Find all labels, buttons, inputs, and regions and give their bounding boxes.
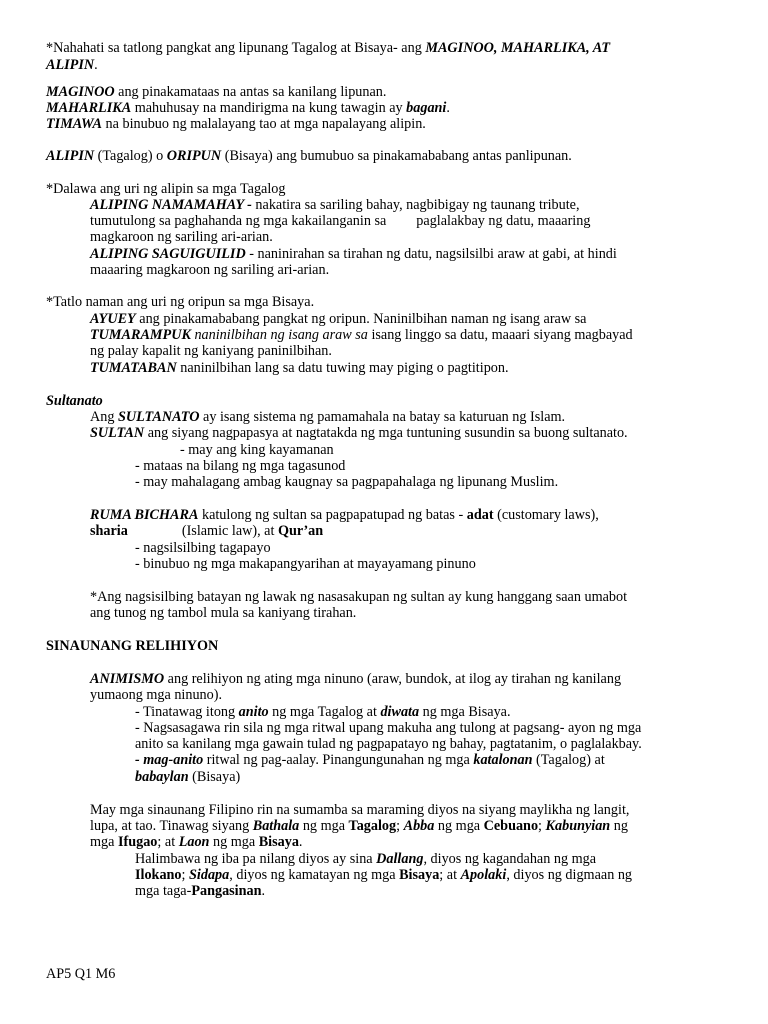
anito-term: anito — [238, 704, 269, 720]
intro-line-2: ALIPIN. — [46, 57, 98, 73]
oripun-term: ORIPUN — [166, 148, 222, 164]
animismo-term: ANIMISMO — [90, 671, 165, 687]
maharlika-line: MAHARLIKA mahuhusay na mandirigma na kung tawagin ay bagani. — [46, 100, 450, 116]
tumataban-line: TUMATABAN naninilbihan lang sa datu tuwing may piging o pagtitipon. — [90, 360, 509, 376]
saguiguilid-line-2: maaaring magkaroon ng sariling ari-arian. — [90, 262, 330, 278]
saguiguilid-term: ALIPING SAGUIGUILID — [90, 246, 246, 262]
sharia-term: sharia — [90, 523, 128, 539]
abba-term: Abba — [403, 818, 435, 834]
maginoo-term: MAGINOO — [46, 84, 115, 100]
social-groups-term: MAGINOO, MAHARLIKA, AT — [425, 40, 611, 56]
ruma-bullet: - nagsilsilbing tagapayo — [135, 540, 271, 556]
relihiyon-heading: SINAUNANG RELIHIYON — [46, 638, 219, 654]
sultan-bullet: - mataas na bilang ng mga tagasunod — [135, 458, 346, 474]
sultanato-line: Ang SULTANATO ay isang sistema ng pamamahala na batay sa katuruan ng Islam. — [90, 409, 566, 425]
babaylan-term: babaylan — [135, 769, 189, 785]
ritwal-bullet: - Nagsasagawa rin sila ng mga ritwal upang makuha ang tulong at pagsang- ayon ng mga — [135, 720, 642, 736]
saguiguilid-line: ALIPING SAGUIGUILID - naninirahan sa tirahan ng datu, nagsilsilbi araw at gabi, at hindi — [90, 246, 617, 262]
ruma-bichara-line: RUMA BICHARA katulong ng sultan sa pagpapatupad ng batas - adat (customary laws), — [90, 507, 599, 523]
maginoo-line: MAGINOO ang pinakamataas na antas sa kanilang lipunan. — [46, 84, 387, 100]
sultan-line: SULTAN ang siyang nagpapasya at nagtatakda ng mga tuntuning susundin sa buong sultanato. — [90, 425, 628, 441]
alipin-line: ALIPIN (Tagalog) o ORIPUN (Bisaya) ang bumubuo sa pinakamababang antas panlipunan. — [46, 148, 572, 164]
bathala-term: Bathala — [252, 818, 300, 834]
bisaya-oripun-heading: *Tatlo naman ang uri ng oripun sa mga Bisaya. — [46, 294, 315, 310]
ritwal-bullet-2: anito sa kanilang mga gawain tulad ng pagpapatayo ng bahay, pagtatanim, o paglalakbay. — [135, 736, 642, 752]
apolaki-term: Apolaki — [460, 867, 507, 883]
alipin-term: ALIPIN — [46, 57, 95, 73]
maharlika-term: MAHARLIKA — [46, 100, 132, 116]
sultan-bullet: - may mahalagang ambag kaugnay sa pagpapahalaga ng lipunang Muslim. — [135, 474, 559, 490]
iba-diyos-line: Halimbawa ng iba pa nilang diyos ay sina Dallang, diyos ng kagandahan ng mga — [135, 851, 597, 867]
quran-term: Qur’an — [277, 523, 324, 539]
mag-anito-term: - mag-anito — [135, 752, 204, 768]
babaylan-line: babaylan (Bisaya) — [135, 769, 241, 785]
footer-code: AP5 Q1 M6 — [46, 966, 116, 982]
mag-anito-bullet: - mag-anito ritwal ng pag-aalay. Pinangungunahan ng mga katalonan (Tagalog) at — [135, 752, 605, 768]
kabunyian-term: Kabunyian — [545, 818, 611, 834]
sharia-line: sharia (Islamic law), at Qur’an — [90, 523, 324, 539]
diyos-paragraph-2: lupa, at tao. Tinawag siyang Bathala ng mga Tagalog; Abba ng mga Cebuano; Kabunyian ng — [90, 818, 628, 834]
sultan-term: SULTAN — [90, 425, 145, 441]
intro-line — [46, 40, 610, 56]
namamahay-line-2: tumutulong sa paghahanda ng mga kakailanganin sa paglalakbay ng datu, maaaring — [90, 213, 591, 229]
ayuey-line: AYUEY ang pinakamababang pangkat ng oripun. Naninilbihan naman ng isang araw sa — [90, 311, 587, 327]
sidapa-term: Sidapa — [189, 867, 230, 883]
namamahay-line-3: magkaroon ng sariling ari-arian. — [90, 229, 273, 245]
intro-text: *Nahahati sa tatlong pangkat ang lipunang Tagalog at Bisaya- ang — [46, 40, 426, 56]
sultanato-heading: Sultanato — [46, 393, 103, 409]
tumarampuk-term: TUMARAMPUK — [90, 327, 191, 343]
tumarampuk-line: TUMARAMPUK naninilbihan ng isang araw sa isang linggo sa datu, maaari siyang magbayad — [90, 327, 633, 343]
namamahay-term: ALIPING NAMAMAHAY - — [90, 197, 252, 213]
diyos-paragraph: May mga sinaunang Filipino rin na sumamba sa maraming diyos na siyang maylikha ng langit, — [90, 802, 630, 818]
tumarampuk-line-2: ng palay kapalit ng kaniyang paninilbihan. — [90, 343, 332, 359]
tumataban-term: TUMATABAN — [90, 360, 177, 376]
namamahay-line: ALIPING NAMAMAHAY - nakatira sa sariling bahay, nagbibigay ng taunang tribute, — [90, 197, 580, 213]
laon-term: Laon — [178, 834, 210, 850]
sultan-bullet: - may ang king kayamanan — [180, 442, 334, 458]
iba-diyos-line-2: Ilokano; Sidapa, diyos ng kamatayan ng mga Bisaya; at Apolaki, diyos ng digmaan ng — [135, 867, 633, 883]
animismo-line-2: yumaong mga ninuno). — [90, 687, 223, 703]
sultan-note: *Ang nagsisilbing batayan ng lawak ng nasasakupan ng sultan ay kung hanggang saan umabot — [90, 589, 628, 605]
timawa-term: TIMAWA — [46, 116, 102, 132]
tagalog-alipin-heading: *Dalawa ang uri ng alipin sa mga Tagalog — [46, 181, 286, 197]
ayuey-term: AYUEY — [90, 311, 136, 327]
bagani-term: bagani — [406, 100, 447, 116]
dallang-term: Dallang — [376, 851, 424, 867]
diwata-term: diwata — [380, 704, 420, 720]
ruma-bullet: - binubuo ng mga makapangyarihan at mayayamang pinuno — [135, 556, 476, 572]
iba-diyos-line-3: mga taga-Pangasinan. — [135, 883, 266, 899]
diyos-paragraph-3: mga Ifugao; at Laon ng mga Bisaya. — [90, 834, 303, 850]
timawa-line: TIMAWA na binubuo ng malalayang tao at mga napalayang alipin. — [46, 116, 426, 132]
sultan-note-2: ang tunog ng tambol mula sa kaniyang tirahan. — [90, 605, 357, 621]
ruma-bichara-term: RUMA BICHARA — [90, 507, 199, 523]
adat-term: adat — [466, 507, 494, 523]
katalonan-term: katalonan — [473, 752, 533, 768]
sultanato-term: SULTANATO — [117, 409, 200, 425]
anito-bullet: - Tinatawag itong anito ng mga Tagalog at diwata ng mga Bisaya. — [135, 704, 511, 720]
alipin-term: ALIPIN — [46, 148, 95, 164]
animismo-line: ANIMISMO ang relihiyon ng ating mga ninuno (araw, bundok, at ilog ay tirahan ng kanilang — [90, 671, 622, 687]
